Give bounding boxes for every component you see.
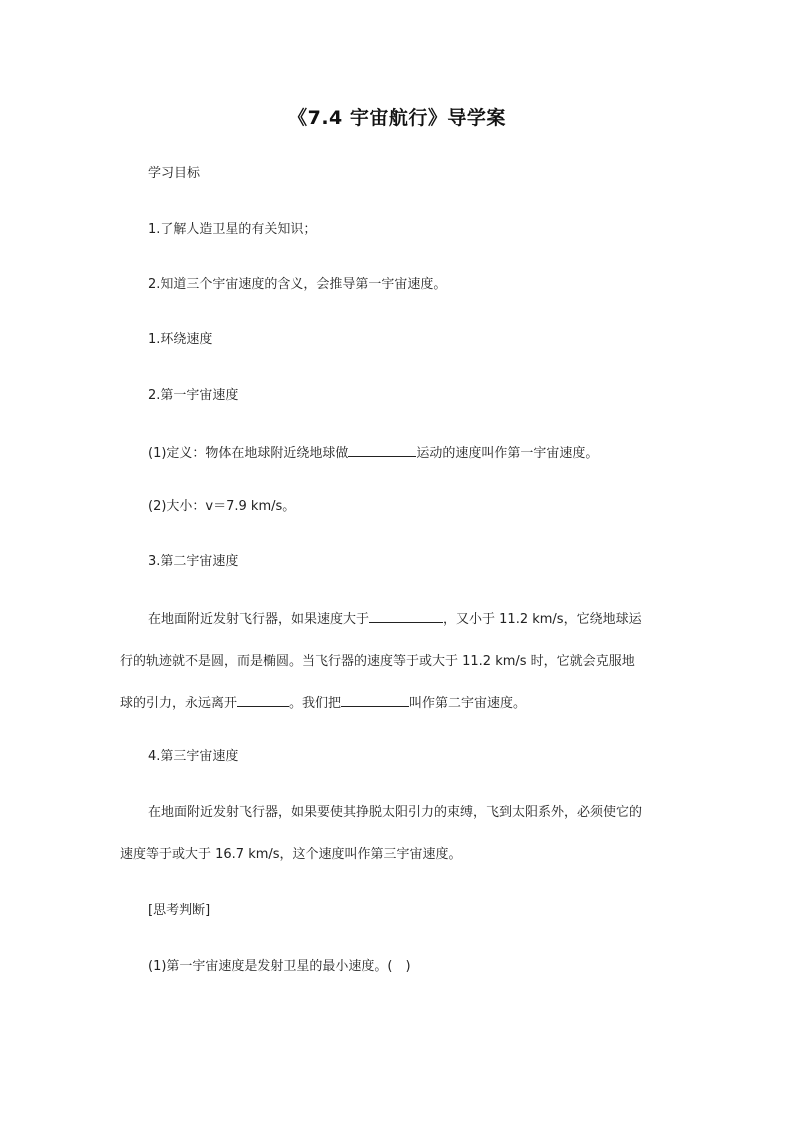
document-title: 《7.4 宇宙航行》导学案 [288,107,506,129]
para2-line-1-suffix: ，又小于 11.2 km/s，它绕地球运 [443,612,642,627]
think-heading: [思考判断] [148,903,211,918]
para2-line-1-prefix: 在地面附近发射飞行器，如果速度大于 [148,612,370,627]
section-second-cosmic-velocity: 3.第二宇宙速度 [148,554,239,569]
objective-1: 1.了解人造卫星的有关知识； [148,222,317,237]
fill-blank [341,693,409,707]
section-first-cosmic-velocity: 2.第一宇宙速度 [148,388,239,403]
para2-line-2: 行的轨迹就不是圆，而是椭圆。当飞行器的速度等于或大于 11.2 km/s 时，它就会克服地 [120,654,635,669]
judge-question-1: (1)第一宇宙速度是发射卫星的最小速度。( ) [148,959,411,974]
magnitude-line: (2)大小：v＝7.9 km/s。 [148,499,296,514]
fill-blank [237,693,289,707]
fill-blank [348,443,416,457]
para2-line-1 [148,609,642,629]
section-third-cosmic-velocity: 4.第三宇宙速度 [148,749,239,764]
para3-line-1: 在地面附近发射飞行器，如果要使其挣脱太阳引力的束缚，飞到太阳系外，必须使它的 [148,805,643,820]
definition-suffix: 运动的速度叫作第一宇宙速度。 [416,446,599,461]
para2-line-3-mid: 。我们把 [289,696,342,711]
fill-blank [369,609,443,623]
para2-line-3-suffix: 叫作第二宇宙速度。 [409,696,527,711]
section-orbital-velocity: 1.环绕速度 [148,332,213,347]
para2-line-3-prefix: 球的引力，永远离开 [120,696,238,711]
para2-line-3 [120,693,526,713]
definition-line [148,443,598,463]
definition-prefix: (1)定义：物体在地球附近绕地球做 [148,446,349,461]
para3-line-2: 速度等于或大于 16.7 km/s，这个速度叫作第三宇宙速度。 [120,847,462,862]
objective-2: 2.知道三个宇宙速度的含义，会推导第一宇宙速度。 [148,277,447,292]
objectives-heading: 学习目标 [148,166,201,181]
